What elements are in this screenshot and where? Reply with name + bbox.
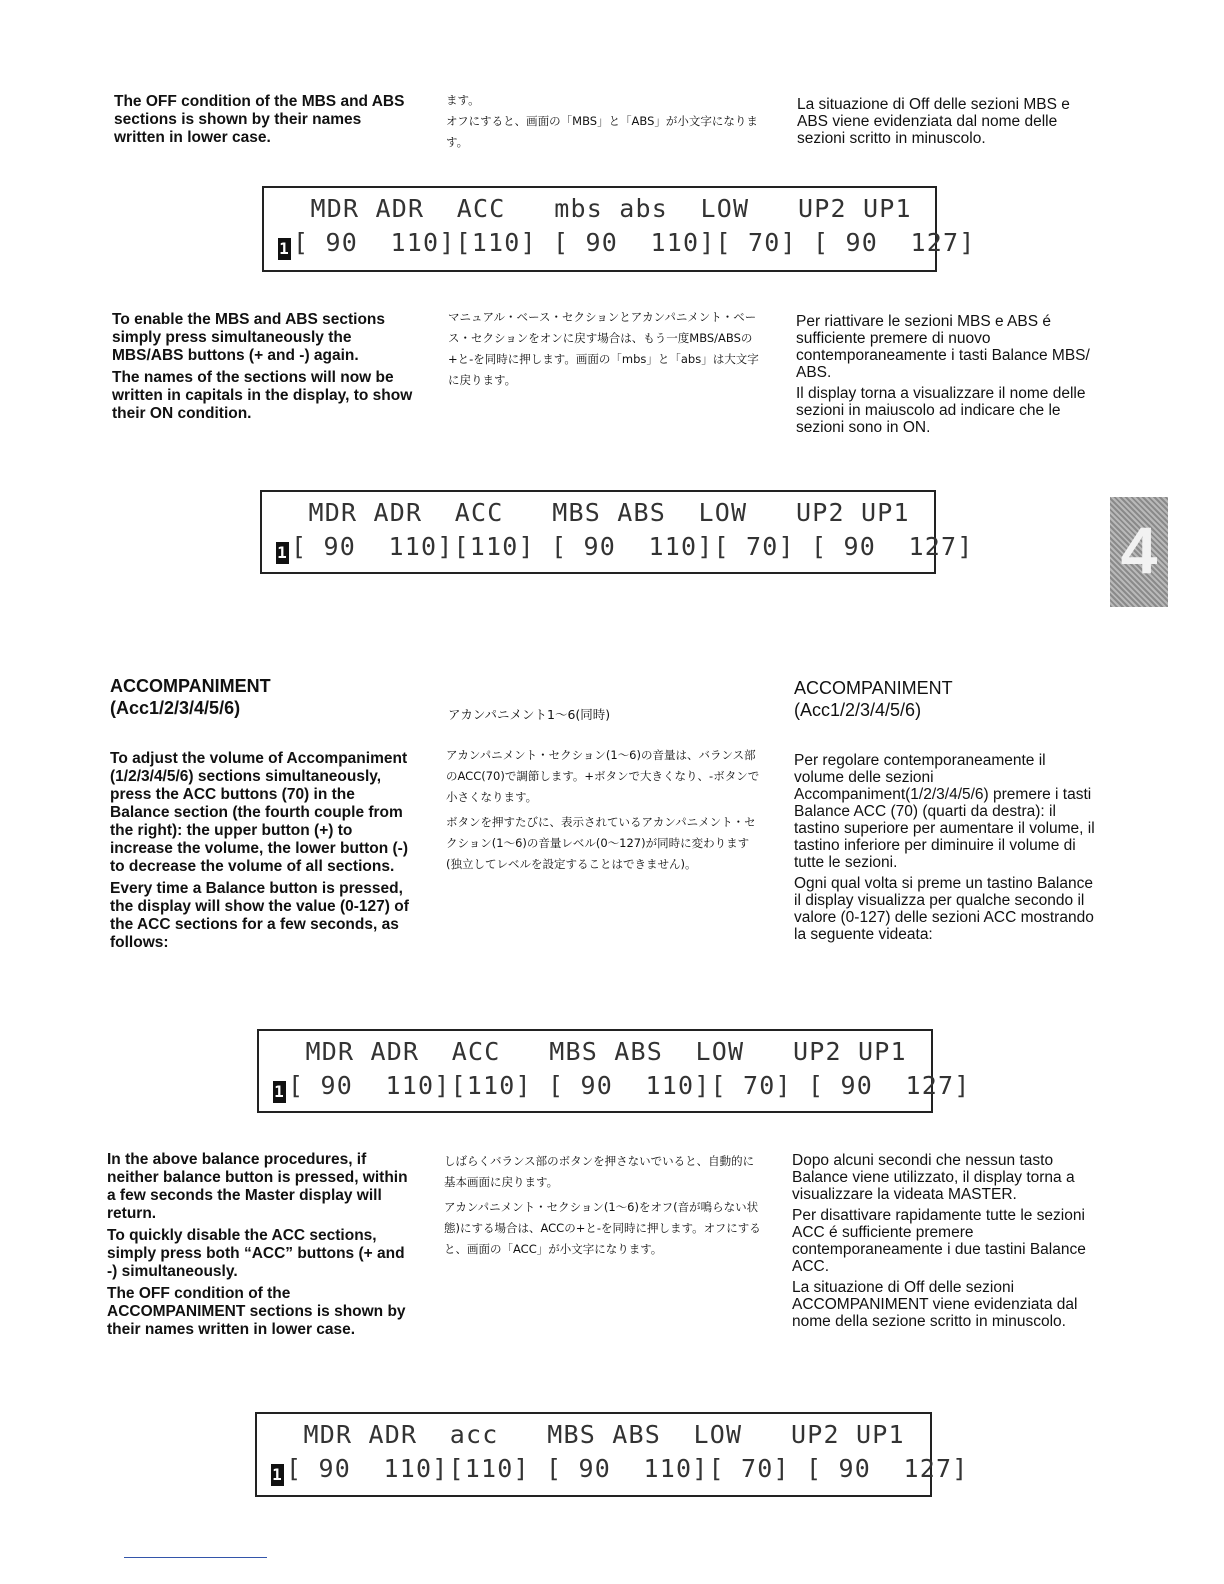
lcd-values: [ 90 110][110] [ 90 110][ 70] [ 90 127] xyxy=(293,228,976,257)
lcd-cursor: 1 xyxy=(272,1465,283,1484)
paragraph: Every time a Balance button is pressed, the display will show the value (0-127) of the ACC sections for a few seconds, as follows: xyxy=(110,880,409,951)
paragraph: To enable the MBS and ABS sections simply press simultaneously the MBS/ABS buttons (+ and -) again. xyxy=(112,311,386,364)
paragraph: Per riattivare le sezioni MBS e ABS é sufficiente premere di nuovo contemporaneamente i tasti Balance MBS/ ABS. xyxy=(796,313,1090,381)
lcd-row-values xyxy=(271,1454,969,1486)
lcd-display-acc-value xyxy=(257,1029,971,1113)
paragraph: マニュアル・ベース・セクションとアカンパニメント・ベース・セクションをオンに戻す場合は、もう一度MBS/ABSの+と-を同時に押します。画面の「mbs」と「abs」は大文字に戻ります。 xyxy=(448,310,759,387)
paragraph: To adjust the volume of Accompaniment (1/2/3/4/5/6) sections simultaneously, press the ACC buttons (70) in the Balance section (the fourth couple from the right): the upper button (+) to increase the volume, the lower button (-) to decrease the volume of all sections. xyxy=(110,750,408,875)
lcd-row-values xyxy=(278,228,976,260)
lcd-values: [ 90 110][110] [ 90 110][ 70] [ 90 127] xyxy=(286,1454,969,1483)
section3-italian-heading xyxy=(794,677,1114,721)
section3-english-heading xyxy=(110,675,430,719)
paragraph: Per disattivare rapidamente tutte le sezioni ACC é sufficiente premere contemporaneamente i due tastini Balance ACC. xyxy=(792,1207,1086,1275)
section4-japanese xyxy=(444,1151,762,1264)
lcd-values: [ 90 110][110] [ 90 110][ 70] [ 90 127] xyxy=(288,1071,971,1100)
paragraph: オフにすると、画面の「MBS」と「ABS」が小文字になります。 xyxy=(446,114,758,149)
lcd-display-mbs-abs-off xyxy=(262,186,976,272)
section1-english xyxy=(114,93,414,151)
paragraph: La situazione di Off delle sezioni ACCOMPANIMENT viene evidenziata dal nome della sezione scritto in minuscolo. xyxy=(792,1279,1078,1330)
heading: ACCOMPANIMENT xyxy=(794,678,953,698)
lcd-cursor: 1 xyxy=(274,1082,285,1101)
section2-japanese xyxy=(448,307,766,395)
section4-italian xyxy=(792,1152,1096,1334)
section1-italian xyxy=(797,96,1099,151)
paragraph: The OFF condition of the MBS and ABS sections is shown by their names written in lower case. xyxy=(114,93,405,146)
paragraph: アカンパニメント・セクション(1〜6)の音量は、バランス部のACC(70)で調節します。+ボタンで大きくなり、-ボタンで小さくなります。 xyxy=(446,748,760,804)
lcd-display-mbs-abs-on xyxy=(260,490,974,574)
section4-english xyxy=(107,1151,409,1343)
lcd-display-acc-off xyxy=(255,1412,969,1497)
section2-english xyxy=(112,311,414,427)
heading: ACCOMPANIMENT xyxy=(110,676,271,696)
section3-italian xyxy=(794,752,1098,947)
chapter-number: 4 xyxy=(1120,513,1158,587)
paragraph: ボタンを押すたびに、表示されているアカンパニメント・セクション(1〜6)の音量レベル(0〜127)が同時に変わります(独立してレベルを設定することはできません)。 xyxy=(446,815,756,871)
subheading: (Acc1/2/3/4/5/6) xyxy=(794,700,922,720)
paragraph: The names of the sections will now be written in capitals in the display, to show their ON condition. xyxy=(112,369,413,422)
paragraph: Per regolare contemporaneamente il volume delle sezioni Accompaniment(1/2/3/4/5/6) premere i tasti Balance ACC (70) (quarti da destra): il tastino superiore per aumentare il volume, il tastino inferiore per diminuire il volume di tutte le sezioni. xyxy=(794,752,1095,871)
section1-japanese xyxy=(446,90,766,157)
paragraph: Dopo alcuni secondi che nessun tasto Balance viene utilizzato, il display torna a visualizzare la videata MASTER. xyxy=(792,1152,1075,1203)
lcd-cursor: 1 xyxy=(277,543,288,562)
paragraph: The OFF condition of the ACCOMPANIMENT sections is shown by their names written in lower case. xyxy=(107,1285,406,1338)
paragraph: In the above balance procedures, if neither balance button is pressed, within a few seconds the Master display will return. xyxy=(107,1151,408,1222)
section3-japanese xyxy=(446,745,764,879)
lcd-row-labels: MDR ADR ACC MBS ABS LOW UP2 UP1 xyxy=(276,498,910,527)
section3-japanese-heading xyxy=(448,705,768,723)
paragraph: La situazione di Off delle sezioni MBS e ABS viene evidenziata dal nome delle sezioni scritto in minuscolo. xyxy=(797,96,1070,147)
paragraph: アカンパニメント・セクション(1〜6)をオフ(音が鳴らない状態)にする場合は、ACCの+と-を同時に押します。オフにすると、画面の「ACC」が小文字になります。 xyxy=(444,1200,761,1256)
heading: アカンパニメント1〜6(同時) xyxy=(448,707,611,722)
lcd-row-labels: MDR ADR acc MBS ABS LOW UP2 UP1 xyxy=(271,1420,905,1449)
chapter-tab xyxy=(1110,497,1168,607)
lcd-values: [ 90 110][110] [ 90 110][ 70] [ 90 127] xyxy=(291,532,974,561)
footer-rule xyxy=(124,1557,267,1558)
paragraph: しばらくバランス部のボタンを押さないでいると、自動的に基本画面に戻ります。 xyxy=(444,1154,755,1189)
section2-italian xyxy=(796,313,1099,440)
paragraph: To quickly disable the ACC sections, simply press both “ACC” buttons (+ and -) simultaneously. xyxy=(107,1227,405,1280)
lcd-cursor: 1 xyxy=(279,239,290,258)
subheading: (Acc1/2/3/4/5/6) xyxy=(110,698,241,718)
paragraph: Ogni qual volta si preme un tastino Balance il display visualizza per qualche secondo il valore (0-127) delle sezioni ACC mostrando la seguente videata: xyxy=(794,875,1094,943)
section3-english xyxy=(110,750,410,956)
lcd-row-values xyxy=(276,532,974,564)
lcd-row-labels: MDR ADR ACC mbs abs LOW UP2 UP1 xyxy=(278,194,912,223)
lcd-row-values xyxy=(273,1071,971,1103)
paragraph: ます。 xyxy=(446,93,480,107)
lcd-row-labels: MDR ADR ACC MBS ABS LOW UP2 UP1 xyxy=(273,1037,907,1066)
paragraph: Il display torna a visualizzare il nome delle sezioni in maiuscolo ad indicare che le sezioni sono in ON. xyxy=(796,385,1086,436)
